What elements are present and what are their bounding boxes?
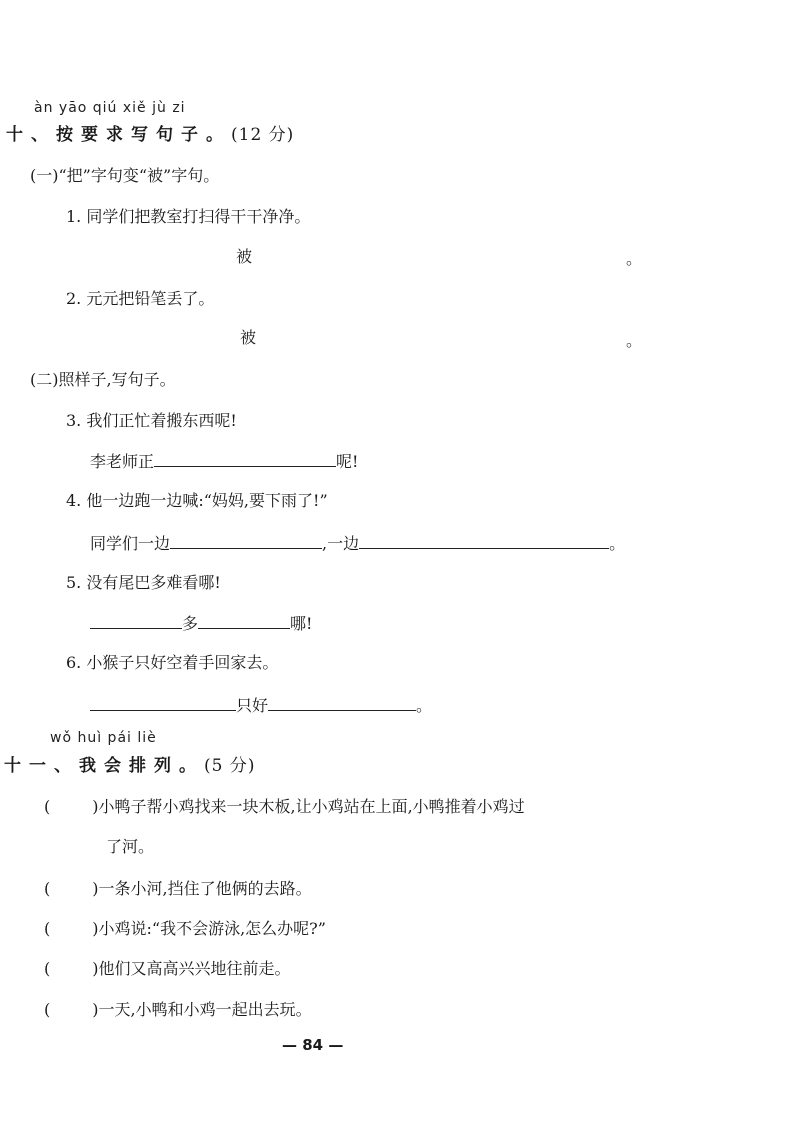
order-item-text: 小鸡说:“我不会游泳,怎么办呢?” <box>98 919 326 938</box>
question-5 <box>66 570 221 593</box>
question-6 <box>66 650 278 673</box>
order-paren-open: ( <box>44 879 51 898</box>
question-text: 没有尾巴多难看哪! <box>86 573 221 592</box>
answer-3-blank[interactable] <box>154 448 336 467</box>
answer-6 <box>90 692 432 716</box>
answer-5-middle: 多 <box>182 614 199 633</box>
answer-1-prompt: 被 <box>236 247 253 266</box>
question-4 <box>66 488 328 511</box>
order-paren-open: ( <box>44 797 51 816</box>
section10-pinyin: àn yāo qiú xiě jù zi <box>34 100 186 116</box>
order-item-1 <box>44 794 525 817</box>
answer-4-end: 。 <box>609 534 626 553</box>
question-1 <box>66 204 310 227</box>
order-paren-close: ) <box>92 797 99 816</box>
answer-5-blank-2[interactable] <box>198 610 290 629</box>
question-number: 4. <box>66 491 82 510</box>
answer-3-suffix: 呢! <box>336 452 359 471</box>
order-paren-close: ) <box>92 919 99 938</box>
order-item-1-continued: 了河。 <box>106 837 155 856</box>
section11-title-prefix: 十一、 <box>4 756 79 776</box>
section10-title-dot: 。 <box>206 125 231 145</box>
answer-6-end: 。 <box>416 696 433 715</box>
section11-score: (5 分) <box>204 756 256 776</box>
question-number: 2. <box>66 289 82 308</box>
section11-title-dot: 。 <box>179 756 204 776</box>
question-3 <box>66 408 237 431</box>
order-item-5 <box>44 997 312 1020</box>
answer-2-prompt: 被 <box>240 328 257 347</box>
answer-3 <box>90 448 358 472</box>
question-number: 3. <box>66 411 82 430</box>
order-paren-open: ( <box>44 959 51 978</box>
question-text: 小猴子只好空着手回家去。 <box>86 653 279 672</box>
section10-score: (12 分) <box>231 125 295 145</box>
question-number: 6. <box>66 653 82 672</box>
order-paren-close: ) <box>92 959 99 978</box>
order-item-text: 小鸭子帮小鸡找来一块木板,让小鸡站在上面,小鸭推着小鸡过 <box>98 797 525 816</box>
order-paren-open: ( <box>44 1000 51 1019</box>
question-number: 5. <box>66 573 82 592</box>
order-item-4 <box>44 956 291 979</box>
question-text: 元元把铅笔丢了。 <box>86 289 215 308</box>
answer-6-blank-2[interactable] <box>268 692 416 711</box>
answer-5-end: 哪! <box>290 614 313 633</box>
answer-6-middle: 只好 <box>236 696 269 715</box>
answer-4-middle: ,一边 <box>322 534 360 553</box>
answer-4-blank-2[interactable] <box>359 530 609 549</box>
order-item-text: 一条小河,挡住了他俩的去路。 <box>98 879 312 898</box>
question-text: 同学们把教室打扫得干干净净。 <box>86 207 311 226</box>
answer-4 <box>90 530 625 554</box>
order-item-text: 一天,小鸭和小鸡一起出去玩。 <box>98 1000 312 1019</box>
part2-label: (二)照样子,写句子。 <box>30 370 176 389</box>
order-paren-open: ( <box>44 919 51 938</box>
answer-5 <box>90 610 312 634</box>
section10-title <box>6 120 294 145</box>
question-number: 1. <box>66 207 82 226</box>
order-item-text: 他们又高高兴兴地往前走。 <box>98 959 291 978</box>
answer-1-end: 。 <box>626 249 643 268</box>
section10-title-prefix: 十、 <box>6 125 56 145</box>
answer-5-blank-1[interactable] <box>90 610 182 629</box>
answer-3-prefix: 李老师正 <box>90 452 155 471</box>
order-paren-close: ) <box>92 1000 99 1019</box>
question-2 <box>66 286 214 309</box>
order-item-2 <box>44 876 312 899</box>
section10-title-text: 按要求写句子 <box>56 125 206 145</box>
section11-pinyin: wǒ huì pái liè <box>50 730 157 746</box>
section11-title <box>4 751 255 776</box>
question-text: 他一边跑一边喊:“妈妈,要下雨了!” <box>86 491 328 510</box>
order-item-3 <box>44 916 326 939</box>
order-paren-close: ) <box>92 879 99 898</box>
section11-title-text: 我会排列 <box>79 756 179 776</box>
page-number: — 84 — <box>282 1036 344 1054</box>
question-text: 我们正忙着搬东西呢! <box>86 411 237 430</box>
answer-2-end: 。 <box>626 331 643 350</box>
part1-label: (一)“把”字句变“被”字句。 <box>30 166 220 185</box>
answer-1-input[interactable] <box>262 244 622 266</box>
answer-2-input[interactable] <box>266 325 622 347</box>
answer-4-blank-1[interactable] <box>170 530 322 549</box>
answer-6-blank-1[interactable] <box>90 692 236 711</box>
answer-4-prefix: 同学们一边 <box>90 534 171 553</box>
